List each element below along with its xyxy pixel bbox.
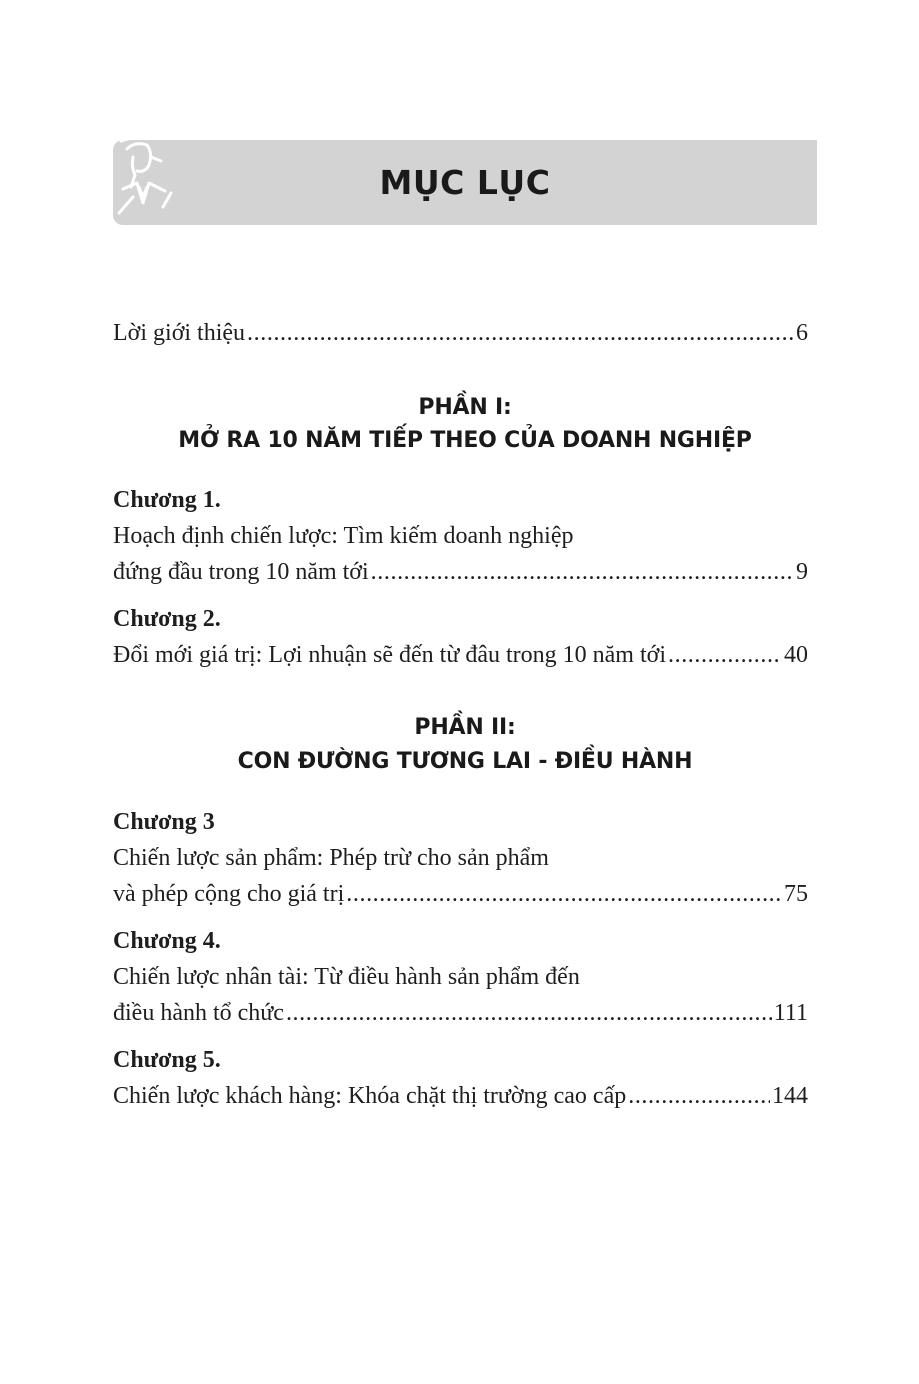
toc-page-number: 111 bbox=[773, 1000, 808, 1026]
dot-leader bbox=[668, 637, 782, 673]
toc-entry-chapter-3[interactable] bbox=[113, 876, 808, 912]
toc-entry-chapter-2[interactable] bbox=[113, 637, 808, 673]
page-title: MỤC LỤC bbox=[379, 163, 551, 202]
toc-entry-intro[interactable] bbox=[113, 315, 808, 351]
toc-entry-title-cont: điều hành tổ chức bbox=[113, 1000, 284, 1026]
toc-page-number: 9 bbox=[796, 559, 808, 585]
toc-page-number: 75 bbox=[784, 881, 808, 907]
chapter-label: Chương 2. bbox=[113, 606, 221, 632]
toc-entry-title[interactable]: Chiến lược sản phẩm: Phép trừ cho sản phẩm bbox=[113, 845, 549, 871]
toc-entry-title: Chiến lược khách hàng: Khóa chặt thị trường cao cấp bbox=[113, 1083, 627, 1109]
part-label: PHẦN II: bbox=[414, 715, 516, 740]
toc-entry-title-cont: đứng đầu trong 10 năm tới bbox=[113, 559, 369, 585]
part-title: CON ĐƯỜNG TƯƠNG LAI - ĐIỀU HÀNH bbox=[237, 749, 693, 774]
dot-leader bbox=[371, 554, 794, 590]
toc-entry-title[interactable]: Hoạch định chiến lược: Tìm kiếm doanh nghiệp bbox=[113, 523, 574, 549]
part-label: PHẦN I: bbox=[418, 395, 512, 420]
dot-leader bbox=[286, 995, 772, 1031]
part-title: MỞ RA 10 NĂM TIẾP THEO CỦA DOANH NGHIỆP bbox=[178, 428, 752, 453]
toc-entry-title-cont: và phép cộng cho giá trị bbox=[113, 881, 345, 907]
chapter-label: Chương 3 bbox=[113, 809, 215, 835]
chapter-label: Chương 1. bbox=[113, 487, 221, 513]
toc-entry-title: Lời giới thiệu bbox=[113, 320, 246, 346]
dot-leader bbox=[628, 1078, 770, 1114]
chapter-label: Chương 5. bbox=[113, 1047, 221, 1073]
chapter-label: Chương 4. bbox=[113, 928, 221, 954]
toc-page-number: 144 bbox=[772, 1083, 808, 1109]
toc-entry-chapter-5[interactable] bbox=[113, 1078, 808, 1114]
toc-page-number: 6 bbox=[796, 320, 808, 346]
toc-page-number: 40 bbox=[784, 642, 808, 668]
toc-entry-title[interactable]: Chiến lược nhân tài: Từ điều hành sản phẩm đến bbox=[113, 964, 580, 990]
dot-leader bbox=[247, 315, 794, 351]
toc-entry-chapter-1[interactable] bbox=[113, 554, 808, 590]
toc-entry-title: Đổi mới giá trị: Lợi nhuận sẽ đến từ đâu trong 10 năm tới bbox=[113, 642, 666, 668]
dot-leader bbox=[346, 876, 782, 912]
toc-entry-chapter-4[interactable] bbox=[113, 995, 808, 1031]
